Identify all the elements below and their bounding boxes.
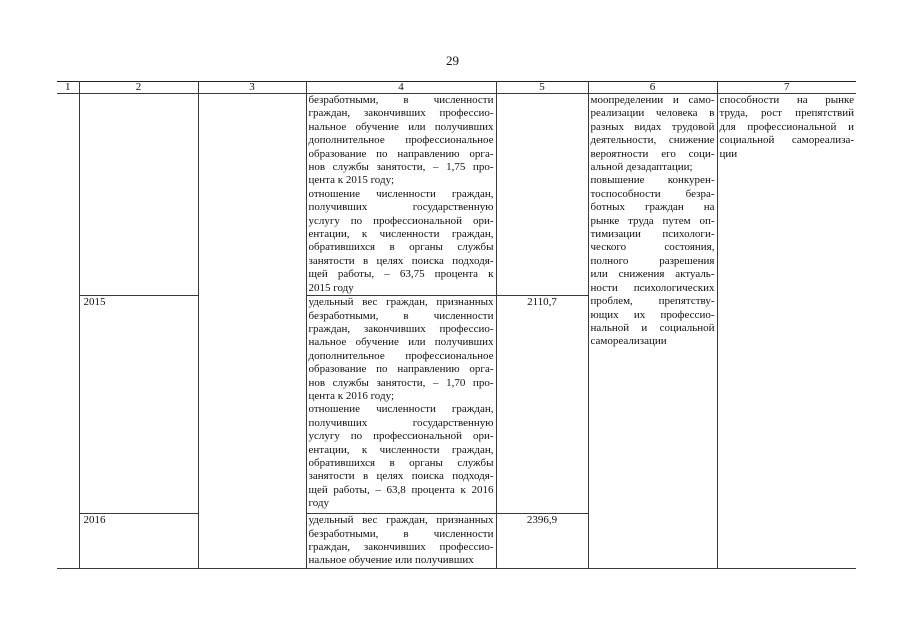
risk-cell: [717, 94, 856, 569]
text-line: граждан, закончивших профессио-: [308, 322, 494, 335]
text-line: ентации, к численности граждан,: [308, 443, 494, 456]
text-line: услугу по профессиональной ори-: [308, 214, 494, 227]
text-line: услугу по профессиональной ори-: [308, 430, 494, 443]
text-line: безработными, в численности: [308, 94, 494, 106]
text-line: моопределении и само-: [590, 94, 715, 106]
text-line: ции: [719, 147, 738, 160]
text-line: труда, рост препятствий: [719, 107, 854, 120]
text-line: тимизации психологи-: [590, 228, 715, 241]
col3-cell: [198, 94, 306, 569]
text-line: ботных граждан на: [590, 201, 715, 214]
header-cell: 5: [496, 82, 588, 94]
text-line: дополнительное профессиональное: [308, 349, 494, 362]
text-line: получивших государственную: [308, 201, 494, 214]
text-line: образование по направлению орга-: [308, 363, 494, 376]
value-cell: 2396,9: [496, 514, 588, 569]
text-line: ности психологических: [590, 281, 715, 294]
result-cell: [588, 94, 717, 569]
program-table: [57, 81, 856, 569]
header-cell: 7: [717, 82, 856, 94]
col1-cell: [57, 94, 79, 569]
text-line: граждан, закончивших профессио-: [308, 540, 494, 553]
indicator-cell: [306, 94, 496, 296]
text-line: дополнительное профессиональное: [308, 134, 494, 147]
text-line: удельный вес граждан, признанных: [308, 514, 494, 527]
text-line: безработными, в численности: [308, 527, 494, 540]
text-line: нальное обучение или получивших: [308, 554, 474, 567]
value-cell: [496, 94, 588, 296]
text-line: нальной и социальной: [590, 321, 715, 334]
text-line: или снижения актуаль-: [590, 268, 715, 281]
indicator-cell: [306, 296, 496, 514]
text-line: проблем, препятству-: [590, 295, 715, 308]
indicator-cell: [306, 514, 496, 569]
text-line: нов службы занятости, – 1,75 про-: [308, 161, 494, 174]
text-line: 2015 году: [308, 281, 354, 294]
text-line: социальной самореализа-: [719, 134, 854, 147]
text-line: нальное обучение или получивших: [308, 336, 494, 349]
text-line: альной дезадаптации;: [590, 161, 693, 174]
text-line: ческого состояния,: [590, 241, 715, 254]
text-line: цента к 2016 году;: [308, 389, 395, 402]
header-cell: 1: [57, 82, 79, 94]
text-line: году: [308, 497, 330, 510]
text-line: самореализации: [590, 335, 667, 348]
header-cell: 2: [79, 82, 198, 94]
text-line: тоспособности безра-: [590, 187, 715, 200]
text-line: способности на рынке: [719, 94, 854, 106]
value-cell: 2110,7: [496, 296, 588, 514]
text-line: для профессиональной и: [719, 120, 854, 133]
text-line: рынке труда путем оп-: [590, 214, 715, 227]
year-cell: [79, 94, 198, 296]
text-line: нальное обучение или получивших: [308, 120, 494, 133]
text-line: деятельности, снижение: [590, 134, 715, 147]
header-cell: 6: [588, 82, 717, 94]
text-line: занятости в целях поиска подходя-: [308, 470, 494, 483]
text-line: цента к 2015 году;: [308, 174, 395, 187]
year-cell: 2015: [79, 296, 198, 514]
text-line: образование по направлению орга-: [308, 147, 494, 160]
text-line: обратившихся в органы службы: [308, 456, 494, 469]
year-cell: 2016: [79, 514, 198, 569]
text-line: щей работы, – 63,75 процента к: [308, 268, 494, 281]
table-row: [57, 94, 856, 296]
text-line: безработными, в численности: [308, 309, 494, 322]
text-line: удельный вес граждан, признанных: [308, 296, 494, 309]
text-line: получивших государственную: [308, 416, 494, 429]
text-line: разных видах трудовой: [590, 120, 715, 133]
text-line: вероятности его соци-: [590, 147, 715, 160]
text-line: повышение конкурен-: [590, 174, 715, 187]
text-line: граждан, закончивших профессио-: [308, 107, 494, 120]
header-cell: 3: [198, 82, 306, 94]
page-number: 29: [446, 53, 459, 68]
text-line: отношение численности граждан,: [308, 187, 494, 200]
text-line: полного разрешения: [590, 254, 715, 267]
text-line: нов службы занятости, – 1,70 про-: [308, 376, 494, 389]
header-cell: 4: [306, 82, 496, 94]
text-line: занятости в целях поиска подходя-: [308, 254, 494, 267]
text-line: щей работы, – 63,8 процента к 2016: [308, 483, 494, 496]
column-number-header: [57, 82, 856, 94]
text-line: обратившихся в органы службы: [308, 241, 494, 254]
text-line: отношение численности граждан,: [308, 403, 494, 416]
text-line: реализации человека в: [590, 107, 715, 120]
text-line: ентации, к численности граждан,: [308, 228, 494, 241]
text-line: ющих их профессио-: [590, 308, 715, 321]
